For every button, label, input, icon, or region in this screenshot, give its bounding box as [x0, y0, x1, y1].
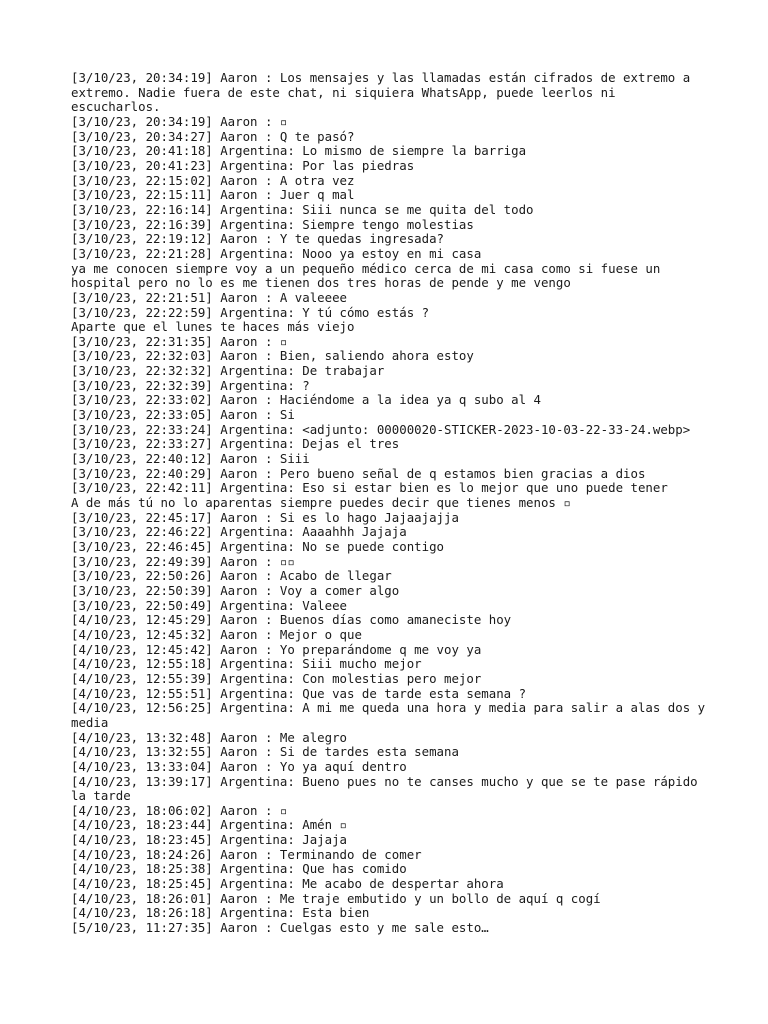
chat-line: ya me conocen siempre voy a un pequeño médico cerca de mi casa como si fuese un hospital pero no lo es me tienen dos tres horas de pende y me vengo	[71, 260, 668, 291]
chat-transcript	[71, 71, 711, 936]
chat-line: [4/10/23, 12:45:32] Aaron : Mejor o que	[71, 626, 362, 642]
chat-line: [4/10/23, 12:45:42] Aaron : Yo preparándome q me voy ya	[71, 641, 482, 657]
chat-line: [4/10/23, 13:32:48] Aaron : Me alegro	[71, 729, 348, 745]
chat-line: [4/10/23, 13:32:55] Aaron : Si de tardes esta semana	[71, 744, 459, 760]
chat-line: [3/10/23, 22:50:26] Aaron : Acabo de llegar	[71, 568, 392, 584]
chat-line: [3/10/23, 22:33:02] Aaron : Haciéndome a la idea ya q subo al 4	[71, 392, 541, 408]
chat-line: [3/10/23, 22:45:17] Aaron : Si es lo hago Jajaajajja	[71, 509, 459, 525]
chat-line: [4/10/23, 18:24:26] Aaron : Terminando de comer	[71, 846, 422, 862]
chat-line: [3/10/23, 22:50:49] Argentina: Valeee	[71, 597, 348, 613]
chat-line: [3/10/23, 22:16:14] Argentina: Siii nunca se me quita del todo	[71, 201, 534, 217]
chat-line: [4/10/23, 12:55:18] Argentina: Siii mucho mejor	[71, 656, 422, 672]
chat-line: [3/10/23, 22:19:12] Aaron : Y te quedas ingresada?	[71, 231, 444, 247]
chat-line: [3/10/23, 22:21:28] Argentina: Nooo ya estoy en mi casa	[71, 245, 482, 261]
chat-line: [4/10/23, 12:45:29] Aaron : Buenos días como amaneciste hoy	[71, 612, 512, 628]
chat-line: [3/10/23, 20:34:27] Aaron : Q te pasó?	[71, 128, 355, 144]
chat-line: [4/10/23, 18:06:02] Aaron : ▫	[71, 802, 288, 818]
chat-line: [3/10/23, 22:32:32] Argentina: De trabajar	[71, 363, 385, 379]
chat-line: [4/10/23, 18:25:45] Argentina: Me acabo de despertar ahora	[71, 876, 504, 892]
chat-line: [3/10/23, 22:46:45] Argentina: No se puede contigo	[71, 539, 444, 554]
chat-line: [3/10/23, 22:32:03] Aaron : Bien, saliendo ahora estoy	[71, 348, 474, 364]
chat-line: [3/10/23, 22:33:27] Argentina: Dejas el tres	[71, 436, 400, 452]
chat-line: Aparte que el lunes te haces más viejo	[71, 319, 355, 335]
chat-line: [3/10/23, 20:41:18] Argentina: Lo mismo de siempre la barriga	[71, 143, 527, 159]
chat-line: [4/10/23, 12:55:51] Argentina: Que vas de tarde esta semana ?	[71, 685, 527, 701]
chat-line: [3/10/23, 22:16:39] Argentina: Siempre tengo molestias	[71, 216, 474, 232]
chat-line: [3/10/23, 20:34:19] Aaron : Los mensajes y las llamadas están cifrados de extremo a extremo. Nadie fuera de este chat, ni siquiera WhatsApp, puede leerlos ni escucharlos.	[71, 70, 698, 115]
chat-line: [3/10/23, 22:46:22] Argentina: Aaaahhh Jajaja	[71, 524, 407, 540]
chat-line: [3/10/23, 22:50:39] Aaron : Voy a comer algo	[71, 582, 400, 598]
chat-line: [3/10/23, 22:15:11] Aaron : Juer q mal	[71, 187, 355, 203]
chat-line: [4/10/23, 18:23:44] Argentina: Amén ▫	[71, 817, 348, 833]
chat-line: [3/10/23, 20:34:19] Aaron : ▫	[71, 113, 288, 129]
chat-line: A de más tú no lo aparentas siempre puedes decir que tienes menos ▫	[71, 495, 571, 511]
chat-line: [3/10/23, 22:33:24] Argentina: <adjunto: 00000020-STICKER-2023-10-03-22-33-24.webp>	[71, 421, 691, 437]
chat-line: [5/10/23, 11:27:35] Aaron : Cuelgas esto y me sale esto…	[71, 920, 489, 936]
chat-line: [4/10/23, 13:33:04] Aaron : Yo ya aquí dentro	[71, 758, 407, 774]
chat-line: [4/10/23, 12:56:25] Argentina: A mi me queda una hora y media para salir a alas dos y media	[71, 700, 713, 730]
chat-line: [3/10/23, 22:31:35] Aaron : ▫	[71, 333, 288, 349]
chat-line: [3/10/23, 22:21:51] Aaron : A valeeee	[71, 289, 348, 305]
chat-line: [3/10/23, 20:41:23] Argentina: Por las piedras	[71, 157, 415, 173]
chat-line: [3/10/23, 22:40:12] Aaron : Siii	[71, 451, 310, 467]
chat-line: [3/10/23, 22:22:59] Argentina: Y tú cómo estás ?	[71, 304, 430, 320]
chat-line: [3/10/23, 22:33:05] Aaron : Si	[71, 407, 295, 423]
chat-line: [3/10/23, 22:40:29] Aaron : Pero bueno señal de q estamos bien gracias a dios	[71, 465, 646, 481]
chat-line: [3/10/23, 22:15:02] Aaron : A otra vez	[71, 172, 355, 188]
chat-line: [3/10/23, 22:42:11] Argentina: Eso si estar bien es lo mejor que uno puede tener	[71, 480, 668, 496]
chat-line: [3/10/23, 22:49:39] Aaron : ▫▫	[71, 553, 295, 569]
chat-line: [4/10/23, 18:26:18] Argentina: Esta bien	[71, 905, 370, 921]
chat-line: [4/10/23, 18:25:38] Argentina: Que has comido	[71, 861, 407, 877]
chat-line: [4/10/23, 13:39:17] Argentina: Bueno pues no te canses mucho y que se te pase rápido la tarde	[71, 773, 706, 804]
chat-line: [3/10/23, 22:32:39] Argentina: ?	[71, 377, 310, 393]
chat-line: [4/10/23, 18:26:01] Aaron : Me traje embutido y un bollo de aquí q cogí	[71, 890, 601, 906]
chat-line: [4/10/23, 12:55:39] Argentina: Con molestias pero mejor	[71, 670, 482, 686]
chat-line: [4/10/23, 18:23:45] Argentina: Jajaja	[71, 832, 348, 848]
